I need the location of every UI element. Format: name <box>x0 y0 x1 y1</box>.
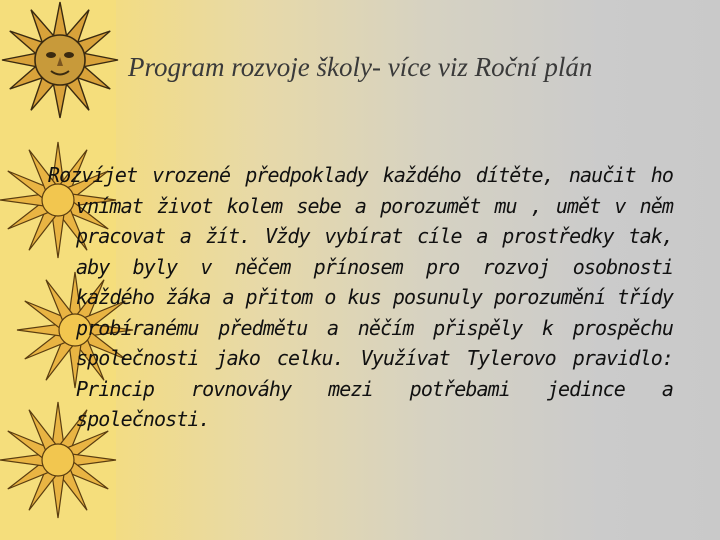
sun-face-icon <box>2 2 118 118</box>
body-paragraph: Rozvíjet vrozené předpoklady každého dítěte, naučit ho vnímat život kolem sebe a porozumět mu , umět v něm pracovat a žít. Vždy vybírat cíle a prostředky tak, aby byly v něčem přínosem pro rozvoj osobnosti každého žáka a přitom o kus posunuly porozumění třídy probíranému předmětu a něčím přispěly k prospěchu společnosti jako celku. Využívat Tylerovo pravidlo: Princip rovnováhy mezi potřebami jedince a společnosti. <box>48 163 673 431</box>
slide-title: Program rozvoje školy- více viz Roční plán <box>128 52 593 82</box>
slide-body <box>48 160 673 435</box>
